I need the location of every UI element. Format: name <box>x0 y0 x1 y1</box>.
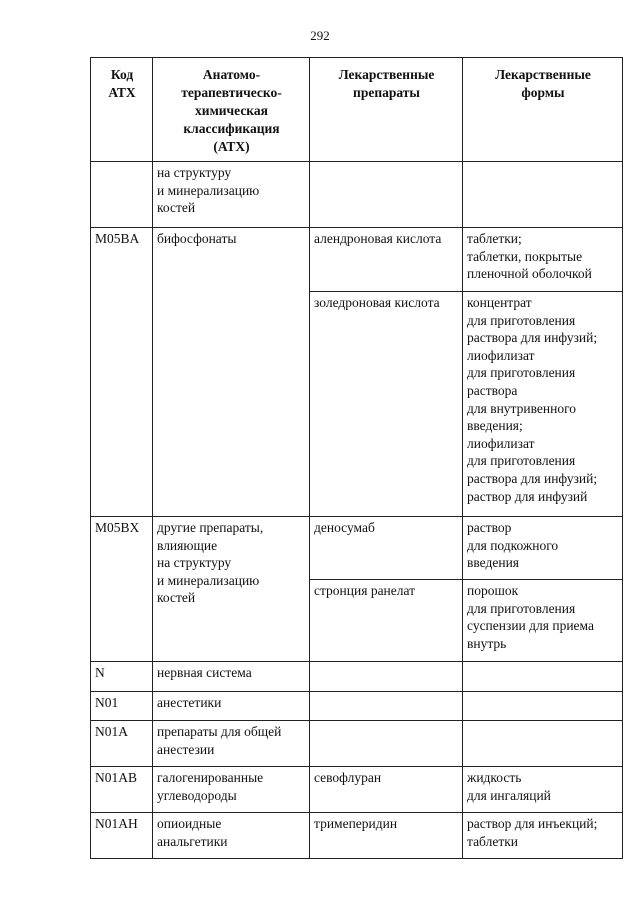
cell-code: M05BX <box>91 517 153 662</box>
cell-drug: стронция ранелат <box>310 580 463 662</box>
cell-form <box>463 162 623 228</box>
atx-table <box>90 57 623 859</box>
cell-drug <box>310 162 463 228</box>
page-number: 292 <box>310 28 330 43</box>
cell-form: раствор для инъекций; таблетки <box>463 813 623 859</box>
cell-code: N01 <box>91 692 153 721</box>
cell-drug: золедроновая кислота <box>310 292 463 517</box>
cell-code: M05BA <box>91 228 153 517</box>
cell-classification: галогенированные углеводороды <box>153 767 310 813</box>
table-row <box>91 662 623 692</box>
cell-classification: другие препараты, влияющие на структуру и минерализацию костей <box>153 517 310 662</box>
cell-code: N01AB <box>91 767 153 813</box>
table-row <box>91 721 623 767</box>
table-row <box>91 813 623 859</box>
cell-code <box>91 162 153 228</box>
table-row <box>91 162 623 228</box>
header-forms: Лекарственные формы <box>463 58 623 162</box>
table-header-row <box>91 58 623 162</box>
cell-drug <box>310 721 463 767</box>
cell-drug: деносумаб <box>310 517 463 580</box>
cell-classification: бифосфонаты <box>153 228 310 517</box>
cell-form <box>463 662 623 692</box>
cell-classification: на структуру и минерализацию костей <box>153 162 310 228</box>
cell-form: жидкость для ингаляций <box>463 767 623 813</box>
cell-form <box>463 721 623 767</box>
cell-code: N01A <box>91 721 153 767</box>
table-row <box>91 767 623 813</box>
table-row <box>91 692 623 721</box>
cell-classification: анестетики <box>153 692 310 721</box>
header-classification: Анатомо- терапевтическо- химическая классификация (АТХ) <box>153 58 310 162</box>
table-row <box>91 228 623 292</box>
cell-classification: опиоидные анальгетики <box>153 813 310 859</box>
cell-code: N01AH <box>91 813 153 859</box>
header-drugs: Лекарственные препараты <box>310 58 463 162</box>
cell-classification: препараты для общей анестезии <box>153 721 310 767</box>
header-code: Код АТХ <box>91 58 153 162</box>
cell-form: концентрат для приготовления раствора для инфузий; лиофилизат для приготовления раствора для внутривенного введения; лиофилизат для приготовления раствора для инфузий; раствор для инфузий <box>463 292 623 517</box>
table-row <box>91 517 623 580</box>
cell-drug: алендроновая кислота <box>310 228 463 292</box>
cell-form <box>463 692 623 721</box>
cell-drug: тримеперидин <box>310 813 463 859</box>
cell-form: таблетки; таблетки, покрытые пленочной оболочкой <box>463 228 623 292</box>
cell-form: раствор для подкожного введения <box>463 517 623 580</box>
cell-classification: нервная система <box>153 662 310 692</box>
cell-drug <box>310 662 463 692</box>
cell-drug <box>310 692 463 721</box>
cell-drug: севофлуран <box>310 767 463 813</box>
cell-form: порошок для приготовления суспензии для приема внутрь <box>463 580 623 662</box>
cell-code: N <box>91 662 153 692</box>
